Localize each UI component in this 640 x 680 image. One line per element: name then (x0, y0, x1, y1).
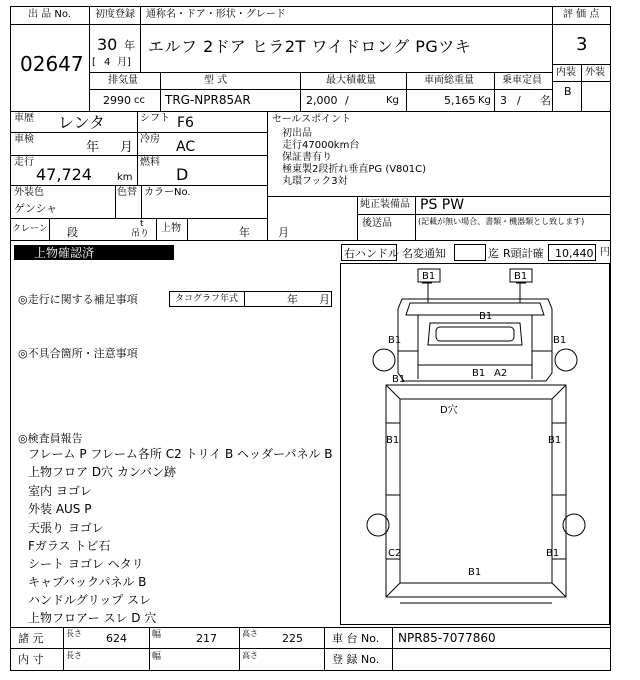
chassis-label: 車 台 No. (332, 632, 380, 645)
tachograph-month-unit: 月 (319, 293, 330, 306)
gross-weight-unit: Kg (478, 95, 491, 106)
mark-b1-cab-left: B1 (388, 335, 402, 346)
length-value: 624 (106, 632, 127, 645)
shift-label: シフト (140, 113, 170, 124)
sales-point-1: 初出品 (282, 128, 312, 139)
chassis-value: NPR85-7077860 (398, 631, 496, 645)
aftermarket-label: 後送品 (362, 218, 392, 229)
reg-month-open: [ (92, 57, 96, 68)
upper-divider (156, 218, 157, 240)
crane-stage-unit: 段 (67, 226, 78, 239)
inspection-label: 車検 (14, 134, 34, 145)
max-load-value: 2,000 (306, 94, 338, 107)
detail-row-1 (10, 132, 267, 133)
car-name: エルフ 2ドア ヒラ2T ワイドロング PGツキ (148, 37, 472, 56)
upper-label-divider (187, 218, 188, 240)
score-divider (552, 24, 611, 25)
tachograph-divider (244, 291, 245, 307)
dimensions-label: 諸 元 (18, 632, 44, 645)
reg-year-unit: 年 (124, 39, 135, 52)
interior-grade: B (564, 85, 572, 98)
inspector-line-6: Fガラス トビ石 (28, 539, 111, 553)
lot-label: 出 品 No. (28, 9, 71, 20)
inspector-line-1: フレーム P フレーム各所 C2 トリイ B ヘッダーパネル B (28, 447, 333, 461)
max-load-unit: Kg (386, 95, 399, 106)
mileage-reading-value: 10,440 (555, 247, 594, 260)
right-hand-label: 右ハンドル (344, 247, 399, 260)
inspection-month-unit: 月 (120, 140, 134, 155)
upper-confirm-label: 上物確認済 (34, 246, 95, 260)
lot-number: 02647 (20, 52, 84, 76)
mark-b1-rear-right: B1 (546, 548, 560, 559)
crane-divider (49, 218, 50, 240)
detail-row-3 (10, 185, 267, 186)
meter-check-label: 迄 (488, 247, 499, 260)
height-value: 225 (282, 632, 303, 645)
lot-right (89, 6, 90, 111)
displacement-label: 排気量 (108, 75, 138, 86)
front-wheel-left (373, 349, 395, 371)
colorno-divider (141, 185, 142, 218)
aircon-value: AC (176, 139, 196, 155)
meter-change-label: 名変通知 (402, 247, 446, 260)
crane-ton-unit: t (140, 219, 144, 229)
interior-label: 内装 (556, 67, 576, 78)
spec-divider (89, 89, 552, 90)
mark-b1-cab-right: B1 (553, 335, 567, 346)
tachograph-label: タコグラフ年式 (175, 294, 239, 304)
history-value: レンタ (58, 113, 105, 132)
truck-diagram (340, 263, 610, 625)
color-divider (115, 185, 116, 218)
inspection-year-unit: 年 (86, 140, 100, 155)
score-left (552, 6, 553, 111)
displacement-unit: cc (134, 95, 145, 106)
tachograph-year-unit: 年 (287, 293, 298, 306)
shift-value: F6 (177, 115, 194, 131)
reg-year: 30 (97, 35, 118, 54)
displacement-value: 2990 (103, 94, 131, 107)
color-no-label: カラーNo. (144, 187, 191, 198)
mark-b1-mirror-right: B1 (514, 271, 528, 282)
mark-b1-door-left: B1 (392, 374, 406, 385)
capacity-slash: / (517, 94, 521, 107)
spec-col-1 (160, 72, 161, 111)
width-value: 217 (196, 632, 217, 645)
aircon-label: 冷房 (140, 134, 160, 145)
inspector-line-7: シート ヨゴレ ヘタリ (28, 557, 144, 571)
mark-b1-bed-right: B1 (548, 435, 562, 446)
mark-b1-cab-roof: B1 (479, 311, 493, 322)
firstreg-right (140, 6, 141, 72)
gross-weight-label: 車両総重量 (424, 75, 474, 86)
upper-month-unit: 月 (278, 226, 289, 239)
mark-b1-cab-left-lower: B1 (472, 368, 486, 379)
inner-length-label: 長さ (66, 651, 82, 660)
spec-col-2 (300, 72, 301, 111)
mark-c2-rear-left: C2 (388, 548, 402, 559)
model-value: TRG-NPR85AR (165, 93, 251, 107)
history-label: 車歴 (14, 113, 34, 124)
detail-mid (137, 111, 138, 185)
length-label: 長さ (66, 629, 82, 638)
inspector-line-10: 上物フロアー スレ D 穴 (28, 611, 157, 625)
upper-year-unit: 年 (239, 226, 250, 239)
sales-points-label: セールスポイント (272, 114, 352, 125)
reg-month-unit: 月] (117, 57, 131, 68)
model-label: 型 式 (204, 75, 228, 86)
fuel-label: 燃料 (140, 157, 160, 168)
upper-label: 上物 (161, 223, 181, 234)
capacity-value: 3 (500, 94, 507, 107)
footer-col-5 (392, 627, 393, 671)
score-value: 3 (576, 34, 588, 55)
reg-month: 4 (104, 57, 111, 68)
sales-point-3: 保証書有り (282, 152, 332, 163)
header-divider-1 (10, 24, 552, 25)
interior-dims-label: 内 寸 (18, 653, 44, 666)
capacity-label: 乗車定員 (502, 75, 542, 86)
inner-width-label: 幅 (152, 652, 162, 662)
genuine-value: PS PW (420, 197, 465, 213)
width-label: 幅 (152, 630, 162, 640)
first-reg-label: 初度登録 (95, 9, 135, 20)
crane-label: クレーン (12, 224, 48, 234)
detail-right (267, 111, 268, 240)
spec-col-4 (494, 72, 495, 111)
max-load-slash: / (345, 94, 349, 107)
detail-row-2 (10, 155, 267, 156)
mileage-value: 47,724 (36, 165, 92, 184)
meter-change-box (454, 244, 486, 261)
windshield (428, 323, 522, 345)
registration-label: 登 録 No. (332, 653, 380, 666)
inspector-line-3: 室内 ヨゴレ (28, 484, 92, 498)
header-divider-2 (89, 72, 552, 73)
fuel-value: D (176, 165, 189, 184)
footer-col-1 (63, 627, 64, 671)
defects-label: ◎不具合箇所・注意事項 (18, 347, 138, 360)
footer-col-3 (239, 627, 240, 671)
mark-b1-mirror-left: B1 (422, 271, 436, 282)
aftermarket-note: (記載が無い場合、書類・機器類とし致します) (418, 217, 585, 226)
mileage-reading-unit: 円 (600, 247, 610, 258)
mark-b1-bed-left: B1 (386, 435, 400, 446)
height-label: 高さ (242, 629, 258, 638)
spec-bottom (10, 111, 611, 112)
inspector-line-8: キャブバックパネル B (28, 575, 147, 589)
color-value: ゲンシャ (14, 202, 58, 215)
exterior-label: 外装 (585, 67, 605, 78)
detail-row-5 (10, 240, 611, 241)
score-mid (581, 64, 582, 111)
front-wheel-right (555, 349, 577, 371)
inner-height-label: 高さ (242, 651, 258, 660)
roof-panel (436, 327, 514, 341)
mileage-label: 走行 (14, 157, 34, 168)
inspector-line-5: 天張り ヨゴレ (28, 521, 104, 535)
mileage-unit: km (117, 172, 133, 183)
equip-mid (357, 214, 611, 215)
capacity-unit: 名 (540, 94, 551, 107)
footer-col-4 (324, 627, 325, 671)
sales-point-4: 極東製2段折れ垂直PG (V801C) (282, 164, 427, 175)
mark-d-hole-bed: D穴 (440, 405, 458, 416)
spec-col-3 (406, 72, 407, 111)
cargo-inner (400, 399, 552, 583)
footer-col-2 (149, 627, 150, 671)
color-replace-label: 色替 (117, 187, 137, 198)
cargo-bed (386, 385, 566, 597)
inspector-line-4: 外装 AUS P (28, 502, 92, 516)
color-label: 外装色 (14, 187, 44, 198)
name-label: 通称名・ドア・形状・グレード (146, 9, 286, 20)
driving-notes-label: ◎走行に関する補足事項 (18, 293, 138, 306)
sales-point-2: 走行47000km台 (282, 140, 360, 151)
score-label: 評 価 点 (563, 9, 600, 20)
mileage-reading-label: R頭計確 (503, 247, 544, 260)
sales-point-5: 丸環フック3対 (282, 176, 348, 187)
footer-mid (10, 648, 611, 649)
inspector-line-2: 上物フロア D穴 カンバン跡 (28, 465, 177, 479)
gross-weight-value: 5,165 (444, 94, 476, 107)
mark-a2-cab-back: A2 (494, 368, 508, 379)
equip-divider (357, 196, 358, 240)
equip-divider-2 (415, 196, 416, 240)
inspector-line-9: ハンドルグリップ スレ (28, 593, 152, 607)
genuine-label: 純正装備品 (360, 199, 410, 210)
cab-front (406, 303, 544, 315)
mark-b1-rear-gate: B1 (468, 567, 482, 578)
crane-hang-unit: 吊り (131, 229, 150, 239)
footer-top (10, 627, 611, 628)
inspector-label: ◎検査員報告 (18, 432, 83, 445)
max-load-label: 最大積載量 (326, 75, 376, 86)
